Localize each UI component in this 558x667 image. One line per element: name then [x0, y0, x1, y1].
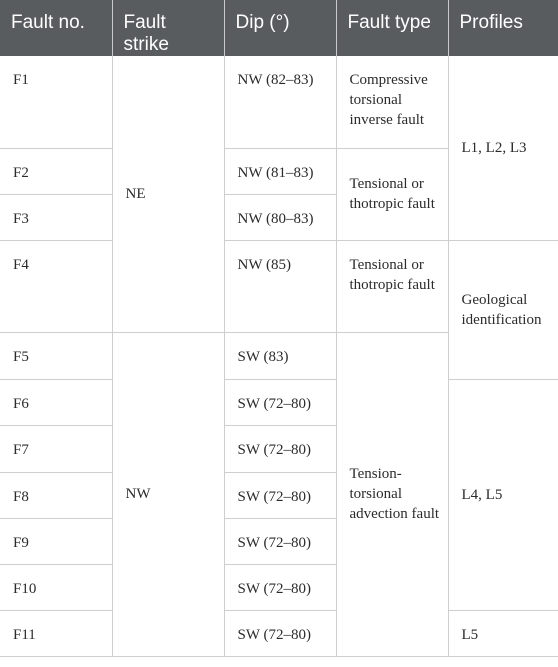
table-row [0, 56, 558, 148]
fault-type-cell: Tensional or thotropic fault [336, 148, 448, 240]
profiles-cell: Geological identification [448, 240, 558, 379]
fault-no-cell: F9 [0, 518, 112, 564]
table-row [0, 379, 558, 425]
dip-cell: NW (82–83) [224, 56, 336, 148]
table-row [0, 610, 558, 656]
fault-no-cell: F10 [0, 564, 112, 610]
profiles-cell: L5 [448, 610, 558, 656]
header-fault-strike: Fault strike [112, 0, 224, 56]
dip-cell: SW (72–80) [224, 425, 336, 472]
fault-no-cell: F7 [0, 425, 112, 472]
fault-type-cell: Tension-torsional advection fault [336, 332, 448, 656]
header-fault-no: Fault no. [0, 0, 112, 56]
fault-no-cell: F4 [0, 240, 112, 332]
table-body [0, 56, 558, 656]
strike-cell: NE [112, 56, 224, 332]
dip-cell: SW (72–80) [224, 564, 336, 610]
fault-no-cell: F6 [0, 379, 112, 425]
dip-cell: SW (72–80) [224, 610, 336, 656]
dip-cell: NW (85) [224, 240, 336, 332]
dip-cell: SW (72–80) [224, 472, 336, 518]
fault-no-cell: F5 [0, 332, 112, 379]
dip-cell: SW (83) [224, 332, 336, 379]
fault-no-cell: F1 [0, 56, 112, 148]
dip-cell: NW (81–83) [224, 148, 336, 194]
strike-cell: NW [112, 332, 224, 656]
profiles-cell: L4, L5 [448, 379, 558, 610]
dip-cell: SW (72–80) [224, 379, 336, 425]
dip-cell: NW (80–83) [224, 194, 336, 240]
fault-type-cell: Compressive torsional inverse fault [336, 56, 448, 148]
table-row [0, 240, 558, 332]
header-fault-type: Fault type [336, 0, 448, 56]
fault-no-cell: F8 [0, 472, 112, 518]
header-dip: Dip (°) [224, 0, 336, 56]
header-profiles: Profiles [448, 0, 558, 56]
fault-no-cell: F3 [0, 194, 112, 240]
fault-no-cell: F2 [0, 148, 112, 194]
table-header [0, 0, 558, 56]
dip-cell: SW (72–80) [224, 518, 336, 564]
profiles-cell: L1, L2, L3 [448, 56, 558, 240]
fault-no-cell: F11 [0, 610, 112, 656]
fault-type-cell: Tensional or thotropic fault [336, 240, 448, 332]
